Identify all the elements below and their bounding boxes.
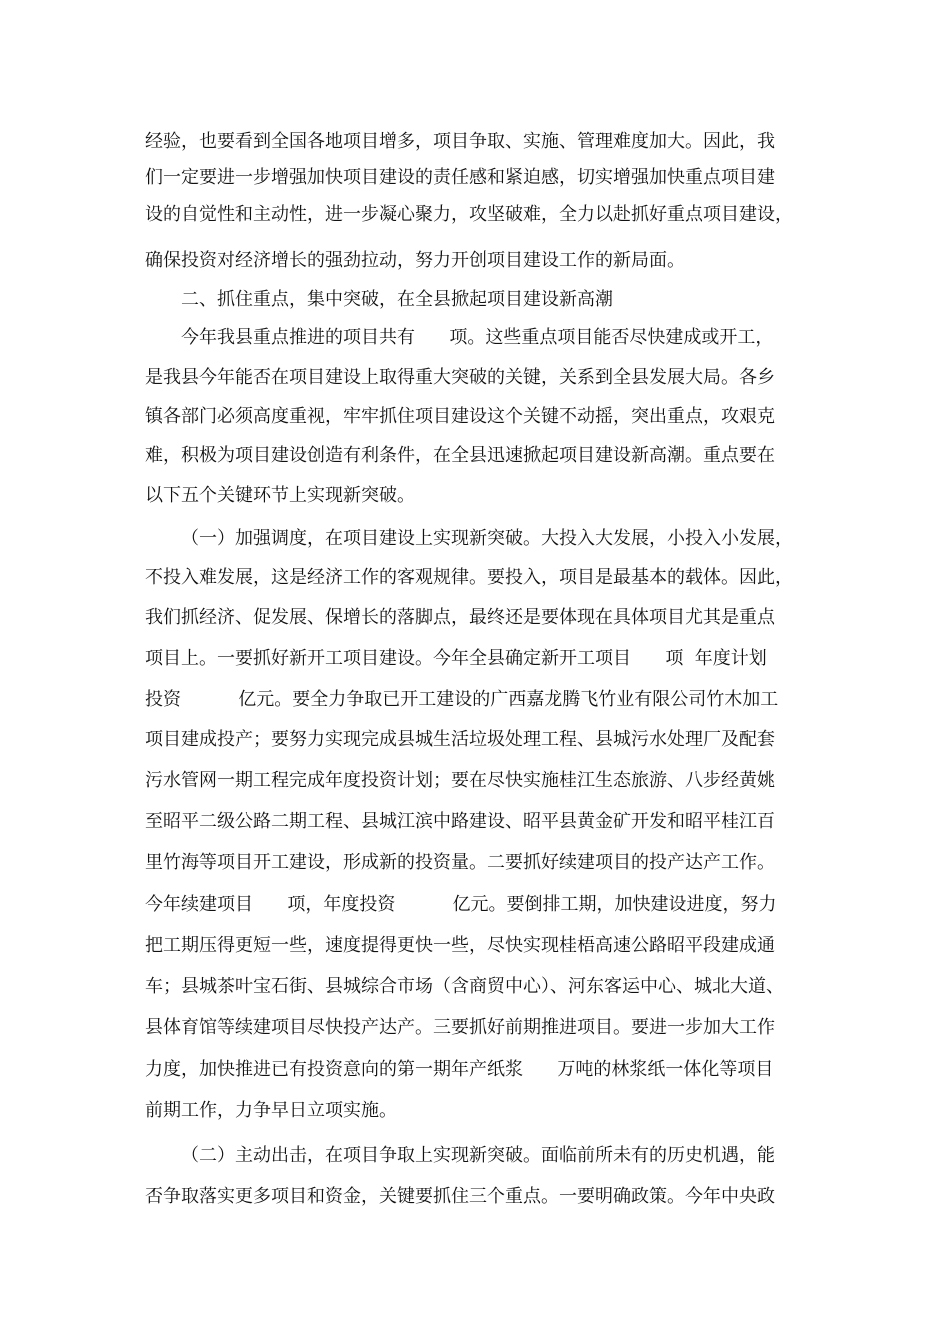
section-heading-2: 二、抓住重点，集中突破，在全县掀起项目建设新高潮 [181, 289, 613, 310]
text-line-4: 确保投资对经济增长的强劲拉动，努力开创项目建设工作的新局面。 [145, 250, 685, 271]
text-line-27: 否争取落实更多项目和资金，关键要抓住三个重点。一要明确政策。今年中央政 [145, 1186, 775, 1207]
text-line-9: 难，积极为项目建设创造有利条件，在全县迅速掀起项目建设新高潮。重点要在 [145, 445, 775, 466]
text-line-20: 今年续建项目 项，年度投资 亿元。要倒排工期，加快建设进度，努力 [145, 894, 777, 915]
text-line-18: 至昭平二级公路二期工程、县城江滨中路建设、昭平县黄金矿开发和昭平桂江百 [145, 811, 775, 832]
text-line-22: 车；县城茶叶宝石街、县城综合市场（含商贸中心）、河东客运中心、城北大道、 [145, 976, 784, 997]
text-line-25: 前期工作，力争早日立项实施。 [145, 1100, 397, 1121]
text-line-8: 镇各部门必须高度重视，牢牢抓住项目建设这个关键不动摇，突出重点，攻艰克 [145, 406, 775, 427]
text-line-15: 投资 亿元。要全力争取已开工建设的广西嘉龙腾飞竹业有限公司竹木加工 [145, 689, 779, 710]
text-line-23: 县体育馆等续建项目尽快投产达产。三要抓好前期推进项目。要进一步加大工作 [145, 1017, 775, 1038]
text-line-12: 不投入难发展，这是经济工作的客观规律。要投入，项目是最基本的载体。因此， [145, 567, 793, 588]
text-line-6: 今年我县重点推进的项目共有 项。这些重点项目能否尽快建成或开工， [181, 327, 774, 348]
text-line-3: 设的自觉性和主动性，进一步凝心聚力，攻坚破难，全力以赴抓好重点项目建设， [145, 204, 793, 225]
text-line-13: 我们抓经济、促发展、保增长的落脚点，最终还是要体现在具体项目尤其是重点 [145, 607, 775, 628]
text-line-1: 经验，也要看到全国各地项目增多，项目争取、实施、管理难度加大。因此，我 [145, 131, 775, 152]
text-line-2: 们一定要进一步增强加快项目建设的责任感和紧迫感，切实增强加快重点项目建 [145, 167, 775, 188]
text-line-14: 项目上。一要抓好新开工项目建设。今年全县确定新开工项目 项 年度计划 [145, 648, 767, 669]
text-line-17: 污水管网一期工程完成年度投资计划；要在尽快实施桂江生态旅游、八步经黄姚 [145, 770, 775, 791]
subsection-2-line: （二）主动出击，在项目争取上实现新突破。面临前所未有的历史机遇，能 [181, 1145, 775, 1166]
text-line-21: 把工期压得更短一些，速度提得更快一些，尽快实现桂梧高速公路昭平段建成通 [145, 935, 775, 956]
text-line-16: 项目建成投产；要努力实现完成县城生活垃圾处理工程、县城污水处理厂及配套 [145, 729, 775, 750]
text-line-19: 里竹海等项目开工建设，形成新的投资量。二要抓好续建项目的投产达产工作。 [145, 852, 775, 873]
text-line-7: 是我县今年能否在项目建设上取得重大突破的关键，关系到全县发展大局。各乡 [145, 367, 775, 388]
text-line-10: 以下五个关键环节上实现新突破。 [145, 485, 415, 506]
subsection-1-line: （一）加强调度，在项目建设上实现新突破。大投入大发展，小投入小发展， [181, 528, 793, 549]
text-line-24: 力度，加快推进已有投资意向的第一期年产纸浆 万吨的林浆纸一体化等项目 [145, 1059, 774, 1080]
